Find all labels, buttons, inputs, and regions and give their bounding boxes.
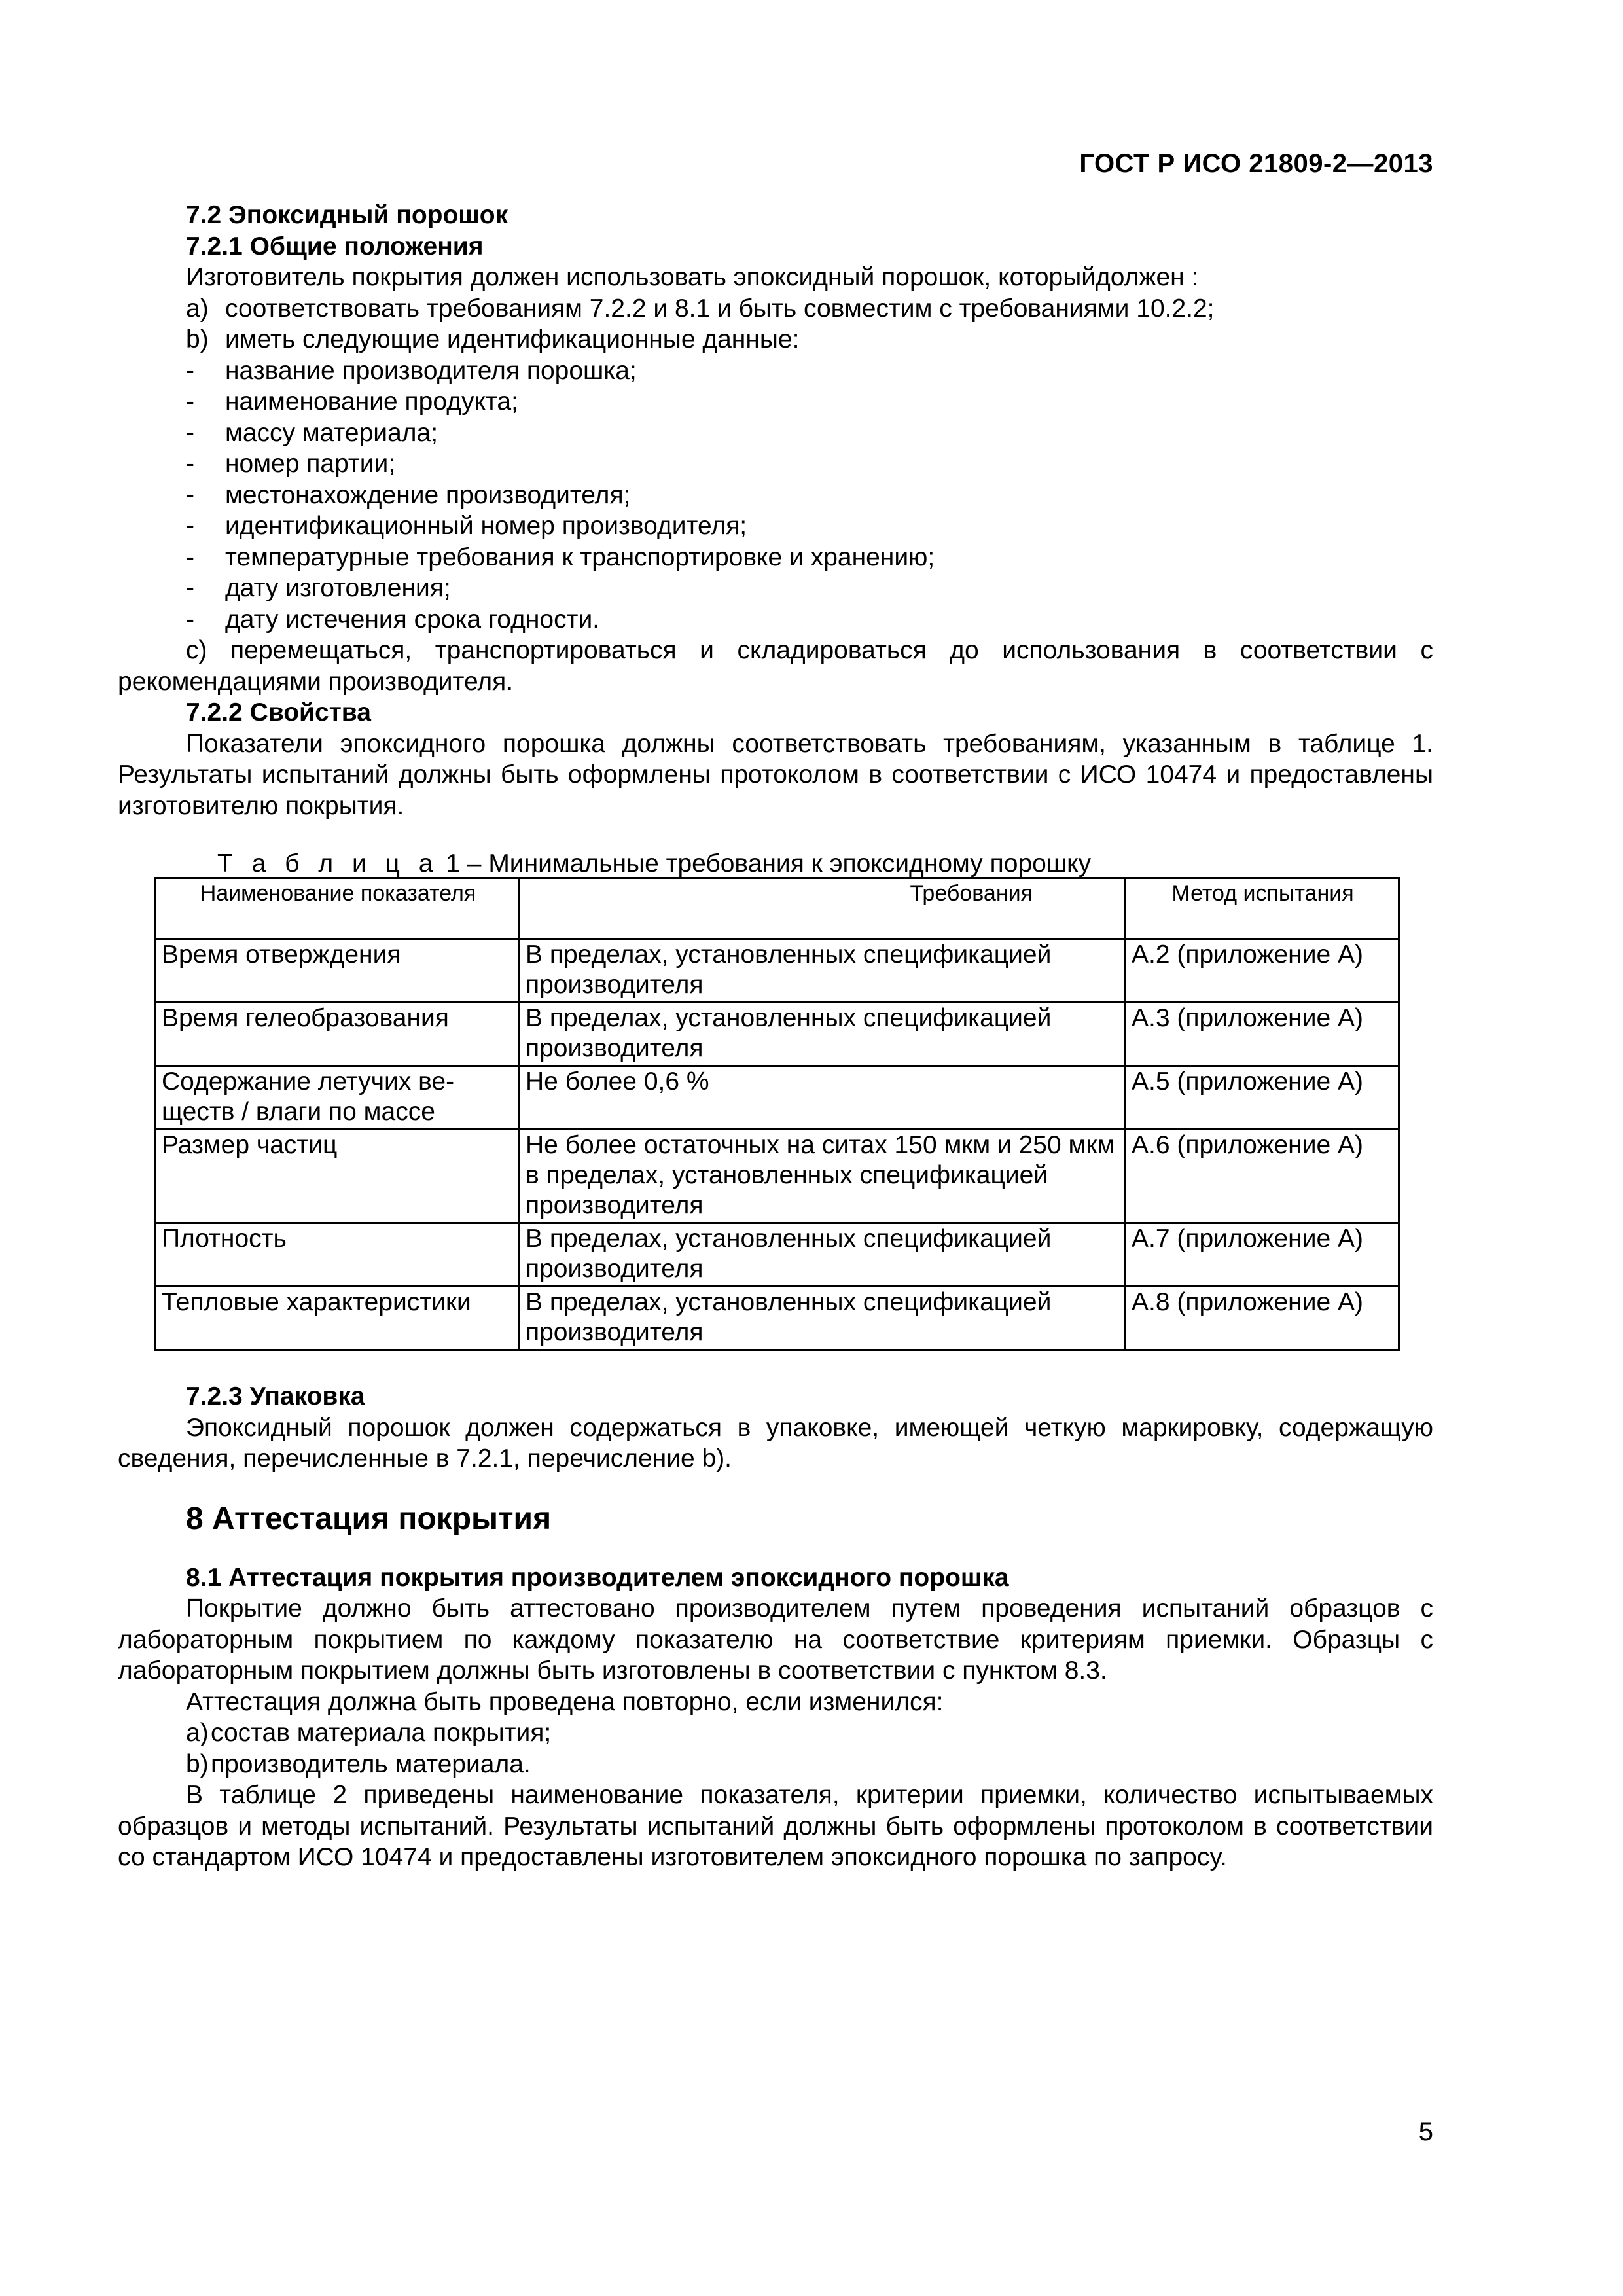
page-number: 5	[1418, 2117, 1433, 2146]
table-cell-method: А.6 (приложение А)	[1126, 1130, 1399, 1223]
table-cell-method: А.3 (приложение А)	[1126, 1003, 1399, 1066]
dash-item-text: дату истечения срока годности.	[225, 605, 600, 634]
section-7-2-title: 7.2 Эпоксидный порошок	[186, 201, 508, 229]
table-header-cell: Наименование показателя	[156, 878, 520, 939]
dash-item	[118, 480, 1433, 511]
list-item-c-line2: рекомендациями производителя.	[118, 667, 514, 696]
table-cell-method: А.7 (приложение А)	[1126, 1223, 1399, 1287]
dash-item-text: название производителя порошка;	[225, 356, 637, 385]
table-cell-requirement-line: Не более остаточных на ситах 150 мкм и 250 мкм	[526, 1131, 1115, 1159]
table-cell-requirement: В пределах, установленных спецификацией производителя	[520, 1003, 1126, 1066]
list-item-text: иметь следующие идентификационные данные:	[225, 325, 800, 353]
dash-item	[118, 573, 1433, 604]
table-cell-name: Плотность	[156, 1223, 520, 1287]
dash-marker: -	[186, 480, 194, 509]
dash-marker: -	[186, 512, 194, 540]
dash-item	[118, 355, 1433, 387]
table-1-caption	[118, 851, 1433, 877]
section-7-2-3-title: 7.2.3 Упаковка	[186, 1382, 365, 1410]
section-8-1-paragraph-3: В таблице 2 приведены наименование показателя, критерии приемки, количество испытываемых образцов и методы испытаний. Результаты испытаний должны быть оформлены протоколом в соответствии со стандартом ИСО 10474 и предоставлены изготовителем эпоксидного порошка по запросу.	[118, 1781, 1433, 1871]
section-7-2-2-title: 7.2.2 Свойства	[186, 698, 371, 726]
list-item-text: производитель материала.	[211, 1749, 531, 1778]
dash-marker: -	[186, 450, 194, 478]
table-cell-name: Время гелеобразования	[156, 1003, 520, 1066]
list-item-b	[118, 324, 1433, 355]
dash-marker: -	[186, 387, 194, 416]
table-row	[156, 1066, 1399, 1130]
section-7-2-1-intro: Изготовитель покрытия должен использовать эпоксидный порошок, которыйдолжен :	[186, 263, 1199, 291]
table-cell-requirement: В пределах, установленных спецификацией производителя	[520, 939, 1126, 1003]
table-cell-name: Тепловые характеристики	[156, 1287, 520, 1350]
table-row	[156, 1287, 1399, 1350]
table-cell-requirement: В пределах, установленных спецификацией производителя	[520, 1287, 1126, 1350]
table-row	[156, 1223, 1399, 1287]
section-8-1-title: 8.1 Аттестация покрытия производителем эпоксидного порошка	[186, 1563, 1009, 1592]
section-8-1-paragraph-1: Покрытие должно быть аттестовано производителем путем проведения испытаний образцов с лабораторным покрытием по каждому показателю на соответствие критериям приемки. Образцы с лабораторным покрытием должны быть изготовлены в соответствии с пунктом 8.3.	[118, 1594, 1433, 1685]
dash-item	[118, 511, 1433, 542]
table-1	[154, 877, 1400, 1351]
dash-marker: -	[186, 418, 194, 447]
page-content	[118, 200, 1433, 1873]
table-cell-name: Содержание летучих ве-ществ / влаги по массе	[156, 1066, 520, 1130]
table-cell-method: А.5 (приложение А)	[1126, 1066, 1399, 1130]
list-item-text: состав материала покрытия;	[211, 1719, 552, 1747]
dash-item-text: идентификационный номер производителя;	[225, 512, 747, 540]
list-item-text: соответствовать требованиям 7.2.2 и 8.1 и быть совместим с требованиями 10.2.2;	[225, 294, 1215, 323]
table-row	[156, 1130, 1399, 1223]
list-item-a	[118, 293, 1433, 325]
dash-item-text: местонахождение производителя;	[225, 480, 631, 509]
dash-marker: -	[186, 605, 194, 634]
table-caption-text: 1 – Минимальные требования к эпоксидному порошку	[438, 850, 1092, 878]
table-cell-method: А.2 (приложение А)	[1126, 939, 1399, 1003]
table-row	[156, 939, 1399, 1003]
table-cell-requirement: В пределах, установленных спецификацией производителя	[520, 1223, 1126, 1287]
dash-item	[118, 604, 1433, 636]
document-header-id: ГОСТ Р ИСО 21809-2—2013	[1079, 149, 1433, 178]
dash-marker: -	[186, 356, 194, 385]
section-8-1-paragraph-2: Аттестация должна быть проведена повторно, если изменился:	[186, 1687, 944, 1716]
dash-item-text: номер партии;	[225, 450, 396, 478]
section-7-2-1-title: 7.2.1 Общие положения	[186, 232, 484, 260]
list-item-a	[118, 1717, 1433, 1749]
table-cell-requirement	[520, 1130, 1126, 1223]
section-8-title: 8 Аттестация покрытия	[186, 1501, 552, 1536]
dash-item-text: наименование продукта;	[225, 387, 518, 416]
table-row	[156, 1003, 1399, 1066]
list-marker: a)	[186, 1719, 209, 1747]
section-7-2-3-text: Эпоксидный порошок должен содержаться в упаковке, имеющей четкую маркировку, содержащую сведения, перечисленные в 7.2.1, перечисление b).	[118, 1413, 1433, 1473]
table-cell-name: Размер частиц	[156, 1130, 520, 1223]
table-cell-requirement-line: в пределах, установленных спецификацией производителя	[526, 1161, 1048, 1219]
dash-item	[118, 448, 1433, 480]
dash-marker: -	[186, 574, 194, 602]
list-marker: b)	[186, 1749, 209, 1778]
dash-item-text: температурные требования к транспортировке и хранению;	[225, 543, 935, 571]
list-item-c-line1: c) перемещаться, транспортироваться и складироваться до использования в соответствии с	[186, 636, 1433, 664]
table-cell-name: Время отверждения	[156, 939, 520, 1003]
table-cell-method: А.8 (приложение А)	[1126, 1287, 1399, 1350]
table-header-cell: Метод испытания	[1126, 878, 1399, 939]
dash-item	[118, 542, 1433, 573]
table-header-cell: Требования	[520, 878, 1126, 939]
table-caption-prefix: Т а б л и ц а	[217, 850, 439, 878]
list-item-b	[118, 1749, 1433, 1780]
section-7-2-2-text: Показатели эпоксидного порошка должны соответствовать требованиям, указанным в таблице 1. Результаты испытаний должны быть оформлены протоколом в соответствии с ИСО 10474 и предоставлены изготовителю покрытия.	[118, 729, 1433, 820]
dash-item-text: массу материала;	[225, 418, 438, 447]
dash-item	[118, 418, 1433, 449]
list-marker: a)	[186, 294, 209, 323]
dash-item-text: дату изготовления;	[225, 574, 451, 602]
dash-item	[118, 386, 1433, 418]
list-marker: b)	[186, 325, 209, 353]
dash-marker: -	[186, 543, 194, 571]
table-cell-requirement: Не более 0,6 %	[520, 1066, 1126, 1130]
table-header-row	[156, 878, 1399, 939]
